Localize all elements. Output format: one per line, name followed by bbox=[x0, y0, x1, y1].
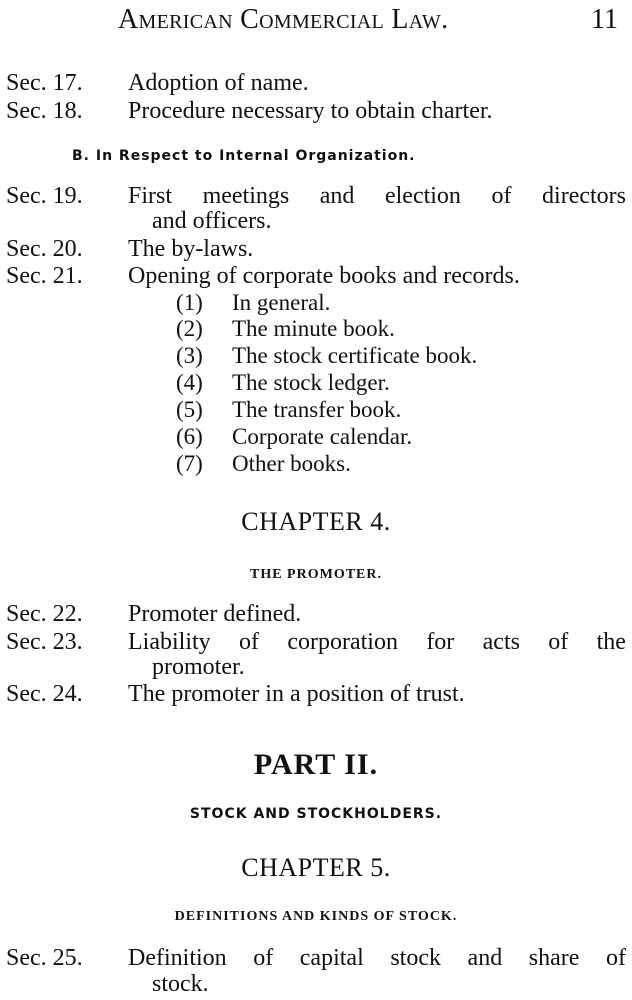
word: and bbox=[467, 945, 503, 971]
section-number: Sec. 21. bbox=[6, 263, 83, 289]
word: election bbox=[384, 183, 461, 209]
subheading-internal-organization: B. In Respect to Internal Organization. bbox=[72, 148, 416, 164]
book-item-5 bbox=[176, 396, 401, 423]
item-number: (3) bbox=[176, 343, 203, 368]
part-2-title: STOCK AND STOCKHOLDERS. bbox=[189, 806, 443, 822]
book-item-6 bbox=[176, 423, 412, 450]
section-title-line-1 bbox=[128, 629, 626, 656]
chapter-5-heading: CHAPTER 5. bbox=[241, 853, 391, 882]
page-header bbox=[0, 2, 632, 42]
section-number: Sec. 24. bbox=[6, 681, 83, 707]
word: of bbox=[239, 629, 259, 655]
section-number: Sec. 20. bbox=[6, 236, 83, 262]
section-title-line-2: and officers. bbox=[152, 208, 272, 234]
toc-entry-sec-19 bbox=[0, 183, 632, 210]
word: Liability bbox=[128, 629, 211, 655]
running-title: American Commercial Law. bbox=[118, 4, 449, 35]
section-number: Sec. 19. bbox=[6, 183, 83, 209]
item-text: The transfer book. bbox=[232, 397, 402, 422]
word: the bbox=[596, 629, 626, 655]
section-number: Sec. 25. bbox=[6, 945, 83, 971]
book-item-7 bbox=[176, 450, 351, 477]
section-title-line-2: promoter. bbox=[152, 654, 245, 680]
item-number: (5) bbox=[176, 397, 203, 422]
section-title: Promoter defined. bbox=[128, 601, 302, 627]
item-number: (7) bbox=[176, 451, 203, 476]
toc-entry-sec-20 bbox=[0, 236, 632, 263]
word: capital bbox=[299, 945, 364, 971]
chapter-4-heading: CHAPTER 4. bbox=[241, 507, 391, 536]
item-number: (6) bbox=[176, 424, 203, 449]
section-title: The by-laws. bbox=[128, 236, 254, 262]
word: stock bbox=[390, 945, 441, 971]
word: acts bbox=[482, 629, 520, 655]
item-text: In general. bbox=[232, 290, 331, 315]
word: of bbox=[491, 183, 512, 209]
item-number: (1) bbox=[176, 290, 203, 315]
item-text: Corporate calendar. bbox=[232, 424, 413, 449]
page-number: 11 bbox=[591, 4, 618, 35]
section-number: Sec. 17. bbox=[6, 70, 83, 96]
section-title: Procedure necessary to obtain charter. bbox=[128, 98, 493, 124]
word: directors bbox=[542, 183, 626, 209]
word: corporation bbox=[287, 629, 398, 655]
word: Definition bbox=[128, 945, 227, 971]
chapter-4-title: THE PROMOTER. bbox=[249, 567, 382, 582]
part-2-heading: PART II. bbox=[253, 748, 379, 781]
toc-entry-sec-18 bbox=[0, 98, 632, 125]
word: of bbox=[548, 629, 569, 655]
item-text: The minute book. bbox=[232, 316, 395, 341]
toc-entry-sec-23 bbox=[0, 629, 632, 656]
section-number: Sec. 22. bbox=[6, 601, 83, 627]
book-item-3 bbox=[176, 342, 477, 369]
toc-entry-sec-25 bbox=[0, 945, 632, 972]
section-title-line-2: stock. bbox=[152, 971, 209, 997]
word: for bbox=[426, 629, 455, 655]
section-number: Sec. 23. bbox=[6, 629, 83, 655]
toc-entry-sec-21 bbox=[0, 263, 632, 290]
item-number: (4) bbox=[176, 370, 203, 395]
section-number: Sec. 18. bbox=[6, 98, 83, 124]
toc-entry-sec-22 bbox=[0, 601, 632, 628]
word: of bbox=[605, 945, 626, 971]
word: First bbox=[128, 183, 173, 209]
chapter-5-title: DEFINITIONS AND KINDS OF STOCK. bbox=[174, 909, 458, 924]
word: share bbox=[528, 945, 580, 971]
item-number: (2) bbox=[176, 316, 203, 341]
toc-entry-sec-17 bbox=[0, 70, 632, 97]
item-text: The stock ledger. bbox=[232, 370, 390, 395]
section-title: Adoption of name. bbox=[128, 70, 309, 96]
toc-entry-sec-24 bbox=[0, 681, 632, 708]
book-item-4 bbox=[176, 369, 390, 396]
book-item-1 bbox=[176, 289, 330, 316]
section-title-line-1 bbox=[128, 945, 626, 972]
section-title: Opening of corporate books and records. bbox=[128, 263, 520, 289]
word: and bbox=[319, 183, 355, 209]
word: meetings bbox=[202, 183, 290, 209]
book-item-2 bbox=[176, 315, 395, 342]
section-title: The promoter in a position of trust. bbox=[128, 681, 465, 707]
item-text: Other books. bbox=[232, 451, 351, 476]
section-title-line-1 bbox=[128, 183, 626, 210]
item-text: The stock certificate book. bbox=[232, 343, 478, 368]
word: of bbox=[253, 945, 274, 971]
